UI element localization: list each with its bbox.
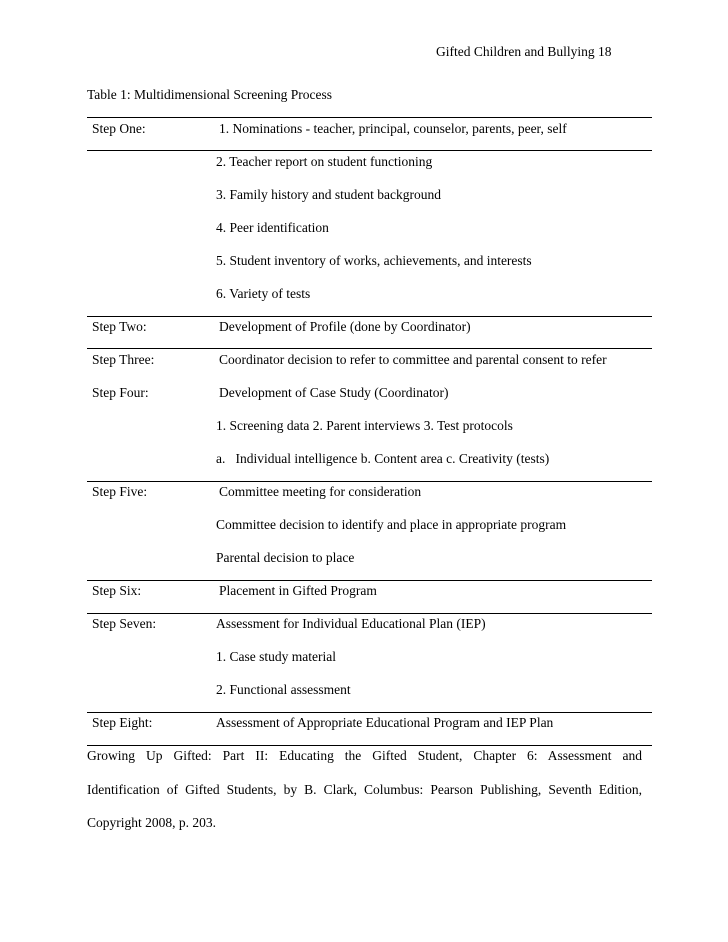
table-rule xyxy=(87,613,652,614)
step-seven-item: Assessment for Individual Educational Plan (IEP) xyxy=(216,616,486,631)
step-three-label: Step Three: xyxy=(92,352,155,367)
table-rule xyxy=(87,481,652,482)
table-rule xyxy=(87,316,652,317)
step-four-item: 1. Screening data 2. Parent interviews 3. Test protocols xyxy=(216,418,513,433)
step-two-label: Step Two: xyxy=(92,319,147,334)
step-four-item: a. Individual intelligence b. Content area c. Creativity (tests) xyxy=(216,451,550,466)
step-one-item: 3. Family history and student background xyxy=(216,187,441,202)
step-one-item: 1. Nominations - teacher, principal, counselor, parents, peer, self xyxy=(219,121,567,136)
table-rule xyxy=(87,745,652,746)
step-seven-item: 2. Functional assessment xyxy=(216,682,351,697)
step-six-label: Step Six: xyxy=(92,583,142,598)
step-one-label: Step One: xyxy=(92,121,146,136)
step-one-item: 6. Variety of tests xyxy=(216,286,311,301)
citation-line: Identification of Gifted Students, by B. Clark, Columbus: Pearson Publishing, Seventh Edition, xyxy=(87,782,642,797)
step-one-item: 5. Student inventory of works, achievements, and interests xyxy=(216,253,532,268)
step-eight-label: Step Eight: xyxy=(92,715,153,730)
table-title: Table 1: Multidimensional Screening Process xyxy=(87,87,333,102)
step-seven-label: Step Seven: xyxy=(92,616,157,631)
table-rule xyxy=(87,580,652,581)
step-eight-item: Assessment of Appropriate Educational Program and IEP Plan xyxy=(216,715,554,730)
step-two-item: Development of Profile (done by Coordinator) xyxy=(219,319,471,334)
step-five-label: Step Five: xyxy=(92,484,148,499)
table-rule xyxy=(87,348,652,349)
running-head: Gifted Children and Bullying 18 xyxy=(436,44,612,59)
citation-line: Growing Up Gifted: Part II: Educating the Gifted Student, Chapter 6: Assessment and xyxy=(87,748,642,763)
step-one-item: 4. Peer identification xyxy=(216,220,329,235)
step-five-item: Parental decision to place xyxy=(216,550,355,565)
step-seven-item: 1. Case study material xyxy=(216,649,336,664)
citation-line: Copyright 2008, p. 203. xyxy=(87,815,217,830)
table-rule xyxy=(87,117,652,118)
step-one-item: 2. Teacher report on student functioning xyxy=(216,154,433,169)
step-four-item: Development of Case Study (Coordinator) xyxy=(219,385,449,400)
step-five-item: Committee meeting for consideration xyxy=(219,484,422,499)
table-rule xyxy=(87,712,652,713)
step-five-item: Committee decision to identify and place in appropriate program xyxy=(216,517,567,532)
step-four-label: Step Four: xyxy=(92,385,149,400)
step-six-item: Placement in Gifted Program xyxy=(219,583,377,598)
step-three-item: Coordinator decision to refer to committee and parental consent to refer xyxy=(219,352,607,367)
table-rule xyxy=(87,150,652,151)
